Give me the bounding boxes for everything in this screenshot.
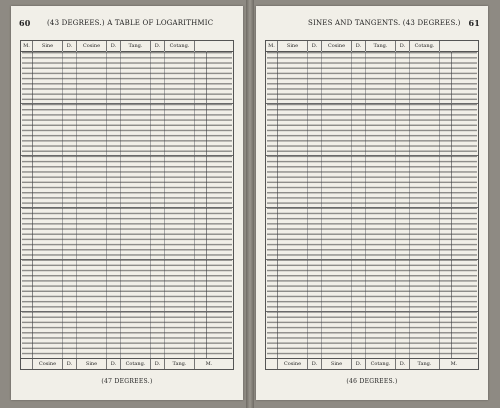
row-divider [21, 103, 233, 104]
col-header: D. [151, 41, 165, 51]
left-page [11, 6, 243, 400]
left-table-rows [22, 51, 232, 359]
col-header: Cosine [322, 41, 352, 51]
left-log-table [20, 40, 234, 370]
row-divider [266, 207, 478, 208]
col-footer: M. [450, 361, 458, 367]
col-footer: D. [352, 359, 366, 369]
col-header: Cotang. [410, 41, 440, 51]
col-header: D. [396, 41, 410, 51]
right-page [256, 6, 488, 400]
col-footer: D. [151, 359, 165, 369]
col-footer [266, 359, 278, 369]
col-footer: Tang. [410, 359, 440, 369]
col-header [195, 41, 223, 51]
right-column-footers [266, 358, 478, 369]
col-header: Cosine [77, 41, 107, 51]
row-divider [21, 155, 233, 156]
right-page-title: SINES AND TANGENTS. (43 DEGREES.) [308, 19, 461, 27]
left-page-footer: (47 DEGREES.) [101, 378, 153, 385]
row-divider [266, 259, 478, 260]
row-divider [21, 207, 233, 208]
right-log-table [265, 40, 479, 370]
row-divider [21, 259, 233, 260]
col-footer: Cosine [33, 359, 63, 369]
left-table-body [21, 51, 233, 359]
left-page-number: 60 [19, 18, 31, 28]
col-footer: D. [396, 359, 410, 369]
col-footer: Tang. [165, 359, 195, 369]
col-footer: Sine [77, 359, 107, 369]
row-divider [266, 311, 478, 312]
right-table-rows [267, 51, 477, 359]
col-footer: Sine [322, 359, 352, 369]
col-header: D. [63, 41, 77, 51]
right-page-footer: (46 DEGREES.) [346, 378, 398, 385]
col-footer: Cosine [278, 359, 308, 369]
row-divider [266, 103, 478, 104]
col-header [440, 41, 468, 51]
col-header: Cotang. [165, 41, 195, 51]
right-table-body [266, 51, 478, 359]
col-header: D. [308, 41, 322, 51]
col-footer: D. [308, 359, 322, 369]
col-footer [21, 359, 33, 369]
col-header: Tang. [121, 41, 151, 51]
col-header: M. [266, 41, 278, 51]
left-page-header [19, 18, 235, 30]
col-header: D. [352, 41, 366, 51]
col-header: D. [107, 41, 121, 51]
left-page-title: (43 DEGREES.) A TABLE OF LOGARITHMIC [47, 19, 214, 27]
col-footer: Cotang. [366, 359, 396, 369]
row-divider [21, 311, 233, 312]
col-header: Sine [33, 41, 63, 51]
col-footer: Cotang. [121, 359, 151, 369]
col-footer: D. [63, 359, 77, 369]
book-gutter [246, 0, 254, 408]
left-column-footers [21, 358, 233, 369]
col-footer: M. [205, 361, 213, 367]
col-header: Sine [278, 41, 308, 51]
right-page-number: 61 [468, 18, 480, 28]
row-divider [266, 155, 478, 156]
col-header: Tang. [366, 41, 396, 51]
col-header: M. [21, 41, 33, 51]
col-footer: D. [107, 359, 121, 369]
right-page-header [264, 18, 480, 30]
